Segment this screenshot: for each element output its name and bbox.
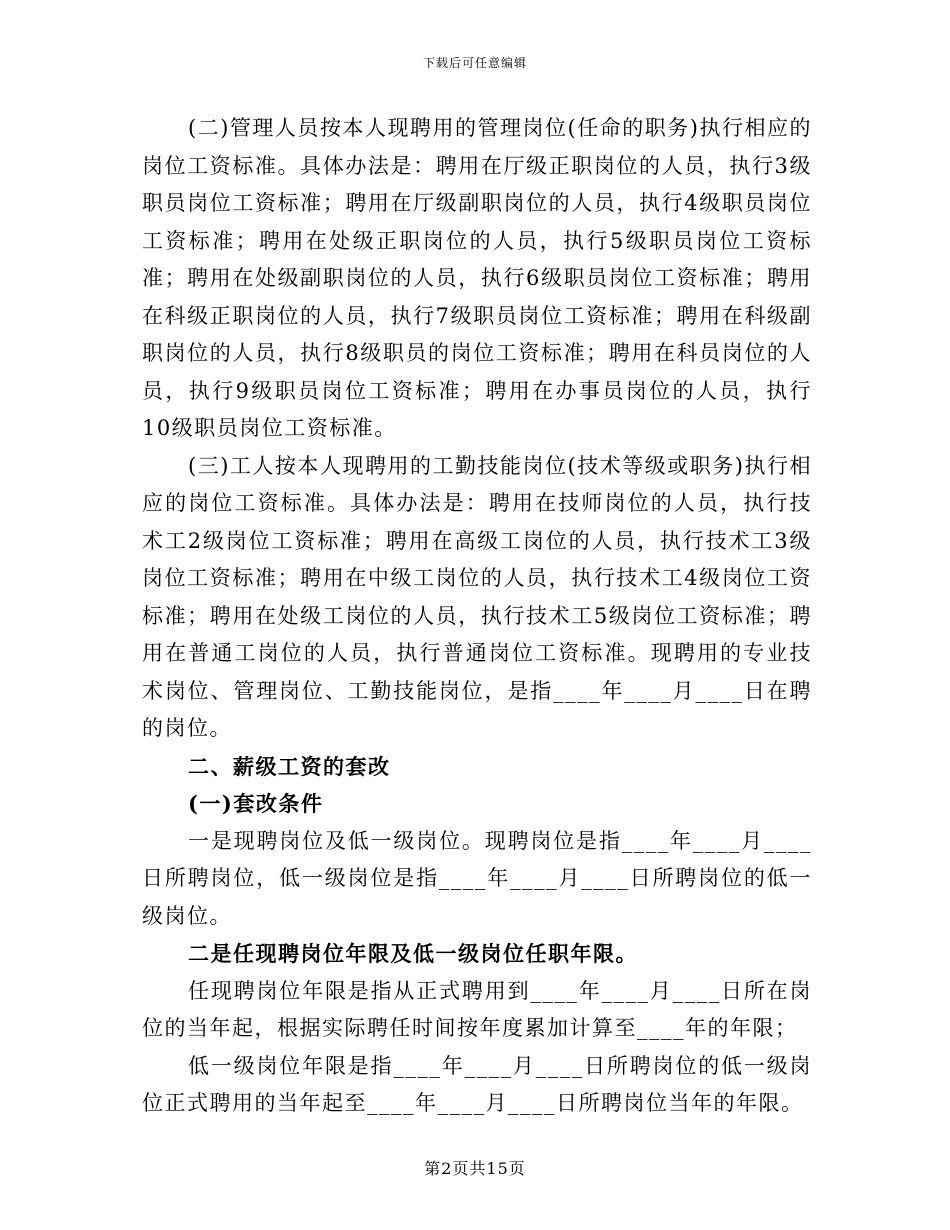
paragraph-tenure-current: 任现聘岗位年限是指从正式聘用到____年____月____日所在岗位的当年起，根据实际聘任时间按年度累加计算至____年的年限； bbox=[142, 978, 812, 1040]
page-header: 下载后可任意编辑 bbox=[422, 56, 527, 70]
bold-heading-tenure: 二是任现聘岗位年限及低一级岗位任职年限。 bbox=[188, 941, 638, 966]
page-footer: 第2页共15页 bbox=[424, 1159, 526, 1178]
paragraph-workers: (三)工人按本人现聘用的工勤技能岗位(技术等级或职务)执行相应的岗位工资标准。具体办法是：聘用在技师岗位的人员，执行技术工2级岗位工资标准；聘用在高级工岗位的人员，执行技术工3级岗位工资标准；聘用在中级工岗位的人员，执行技术工4级岗位工资标准；聘用在处级工岗位的人员，执行技术工5级岗位工资标准；聘用在普通工岗位的人员，执行普通岗位工资标准。现聘用的专业技术岗位、管理岗位、工勤技能岗位，是指____年____月____日在聘的岗位。 bbox=[142, 453, 812, 740]
paragraph-current-position: 一是现聘岗位及低一级岗位。现聘岗位是指____年____月____日所聘岗位，低一级岗位是指____年____月____日所聘岗位的低一级岗位。 bbox=[142, 828, 812, 928]
document-body bbox=[142, 110, 812, 1123]
section-heading-salary-grade: 二、薪级工资的套改 bbox=[188, 753, 391, 779]
subsection-heading-conditions: (一)套改条件 bbox=[188, 791, 324, 816]
paragraph-tenure-lower: 低一级岗位年限是指____年____月____日所聘岗位的低一级岗位正式聘用的当年起至____年____月____日所聘岗位当年的年限。 bbox=[142, 1053, 812, 1115]
paragraph-management-staff: (二)管理人员按本人现聘用的管理岗位(任命的职务)执行相应的岗位工资标准。具体办法是：聘用在厅级正职岗位的人员，执行3级职员岗位工资标准；聘用在厅级副职岗位的人员，执行4级职员岗位工资标准；聘用在处级正职岗位的人员，执行5级职员岗位工资标准；聘用在处级副职岗位的人员，执行6级职员岗位工资标准；聘用在科级正职岗位的人员，执行7级职员岗位工资标准；聘用在科级副职岗位的人员，执行8级职员的岗位工资标准；聘用在科员岗位的人员，执行9级职员岗位工资标准；聘用在办事员岗位的人员，执行10级职员岗位工资标准。 bbox=[142, 116, 812, 440]
